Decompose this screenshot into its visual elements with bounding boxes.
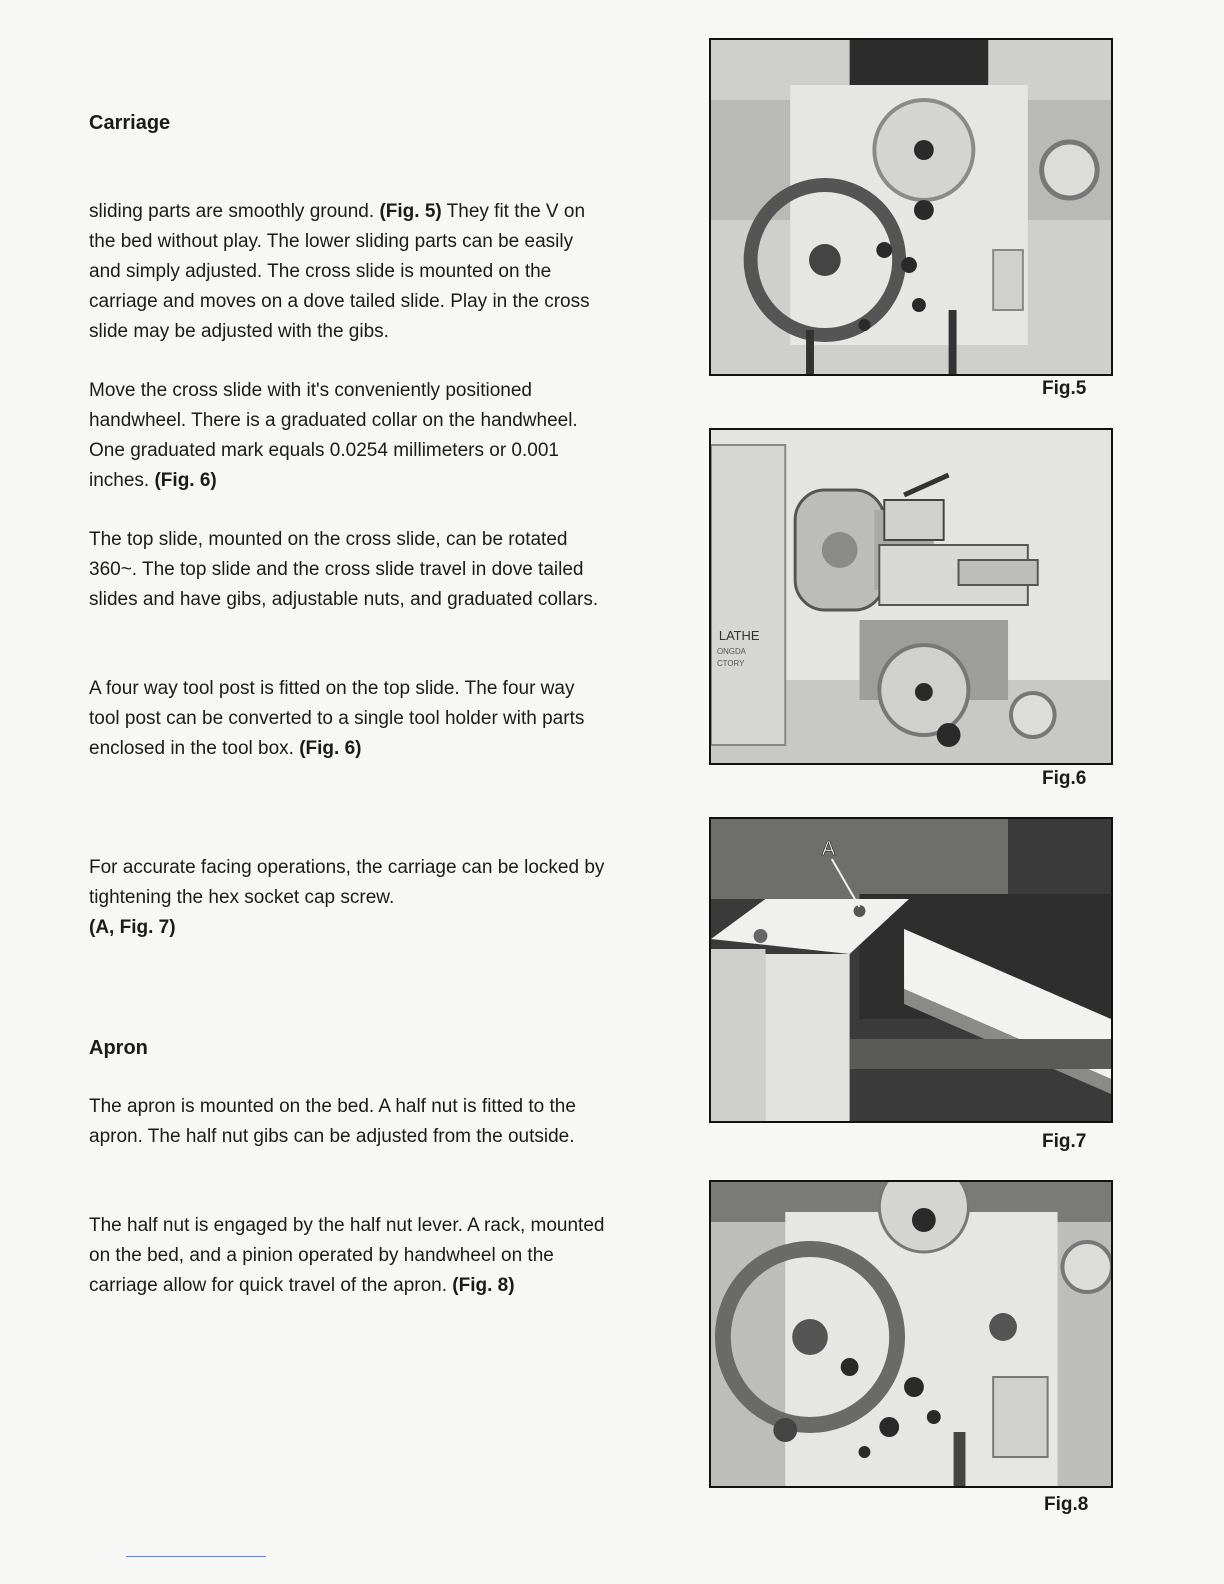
page-footer-line <box>126 1556 266 1557</box>
figure-8-photo <box>709 1180 1113 1488</box>
apron-paragraph-2 <box>89 1211 609 1301</box>
fig7-reference: (A, Fig. 7) <box>89 917 176 938</box>
apron-paragraph-1: The apron is mounted on the bed. A half nut is fitted to the apron. The half nut gibs can be adjusted from the outside. <box>89 1096 576 1147</box>
carriage-p1-text: sliding parts are smoothly ground. <box>89 201 375 222</box>
carriage-p1-rest: They fit the V on the bed without play. The lower sliding parts can be easily and simply adjusted. The cross slide is mounted on the carriage and moves on a dove tailed slide. Play in the cross slide may be adjusted with the gibs. <box>89 201 590 342</box>
figure-6-photo <box>709 428 1113 765</box>
section-heading-apron: Apron <box>89 1037 148 1059</box>
carriage-paragraph-2 <box>89 376 609 496</box>
top-slide-illustration <box>711 430 1111 763</box>
carriage-paragraph-5 <box>89 853 609 943</box>
figure-8-caption: Fig.8 <box>1044 1494 1089 1515</box>
carriage-paragraph-4 <box>89 674 609 764</box>
figure-5-caption: Fig.5 <box>1042 378 1087 399</box>
fig8-reference: (Fig. 8) <box>452 1275 515 1296</box>
carriage-paragraph-1 <box>89 197 609 347</box>
apron-p2-text: The half nut is engaged by the half nut lever. A rack, mounted on the bed, and a pinion operated by handwheel on the carriage allow for quick travel of the apron. <box>89 1215 605 1296</box>
carriage-p5-text: For accurate facing operations, the carriage can be locked by tightening the hex socket cap screw. <box>89 857 605 908</box>
figure-7-caption: Fig.7 <box>1042 1131 1087 1152</box>
fig6-reference-2: (Fig. 6) <box>299 738 362 759</box>
lock-screw-label: A <box>821 837 836 861</box>
lathe-plate-line2: ONGDA <box>716 646 746 657</box>
lathe-plate-line3: CTORY <box>716 658 745 669</box>
fig6-reference: (Fig. 6) <box>154 470 217 491</box>
carriage-handwheel-illustration <box>711 40 1111 374</box>
section-heading-carriage: Carriage <box>89 112 171 134</box>
lathe-plate-line1: LATHE <box>718 627 760 644</box>
carriage-paragraph-3: The top slide, mounted on the cross slide, can be rotated 360~. The top slide and the cross slide travel in dove tailed slides and have gibs, adjustable nuts, and graduated collars. <box>89 529 599 610</box>
fig5-reference: (Fig. 5) <box>379 201 442 222</box>
figure-7-photo <box>709 817 1113 1123</box>
figure-6-caption: Fig.6 <box>1042 768 1087 789</box>
carriage-p4-text: A four way tool post is fitted on the top slide. The four way tool post can be converted to a single tool holder with parts enclosed in the tool box. <box>89 678 585 759</box>
figure-5-photo <box>709 38 1113 376</box>
carriage-p2-text: Move the cross slide with it's conveniently positioned handwheel. There is a graduated collar on the handwheel. One graduated mark equals 0.0254 millimeters or 0.001 inches. <box>89 380 578 491</box>
carriage-lock-illustration <box>711 819 1111 1121</box>
apron-handwheel-illustration <box>711 1182 1111 1486</box>
